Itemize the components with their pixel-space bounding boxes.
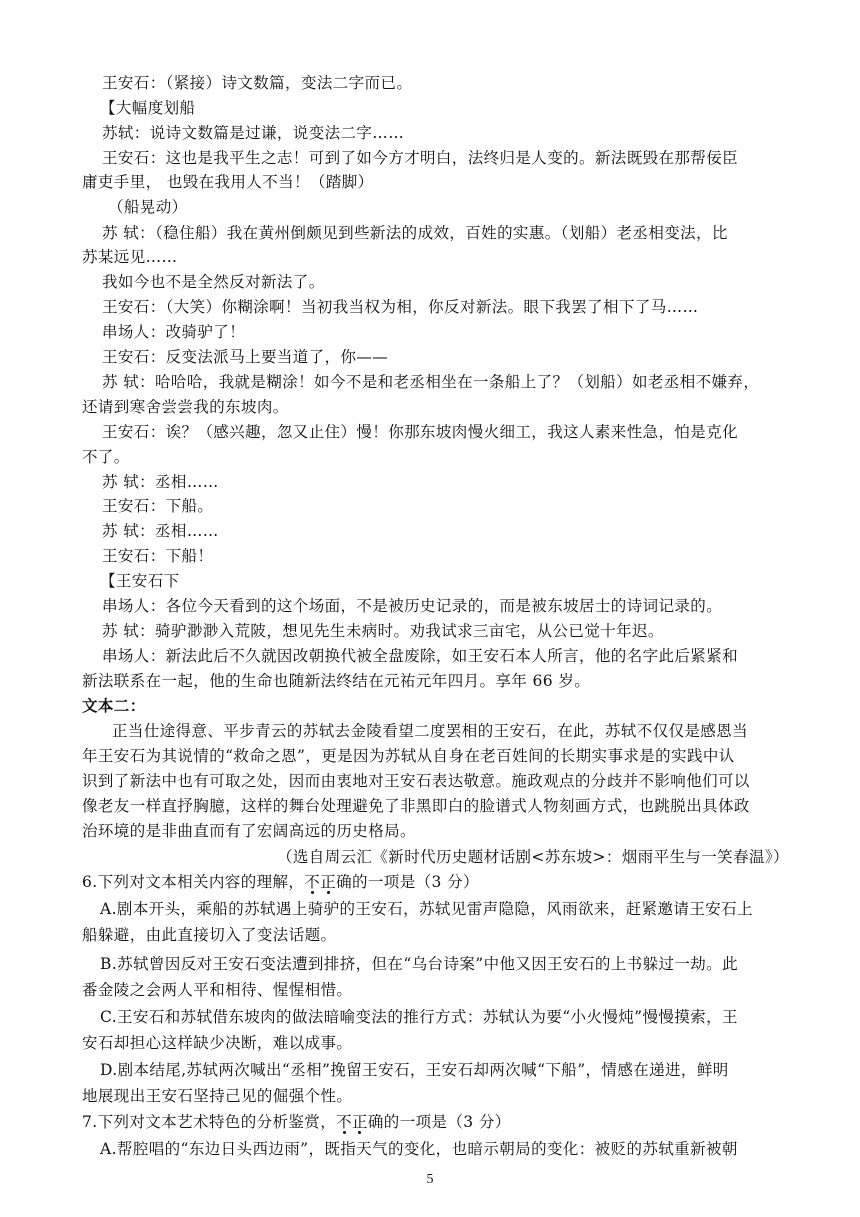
script-line: 我如今也不是全然反对新法了。 (102, 273, 325, 291)
script-line: 苏 轼：（稳住船）我在黄州倒颇见到些新法的成效，百姓的实惠。（划船）老丞相变法，比 (102, 224, 728, 242)
source-citation: （选自周云汇《新时代历史题材话剧<苏东坡>：烟雨平生与一笑春温》） (277, 848, 789, 866)
script-line: 串场人：各位今天看到的这个场面，不是被历史记录的，而是被东坡居士的诗词记录的。 (102, 597, 723, 615)
text-two-heading: 文本二： (82, 696, 146, 715)
option-c-cont: 安石却担心这样缺少决断，难以成事。 (82, 1034, 353, 1052)
stage-direction: 【王安石下 (100, 572, 180, 590)
option-a-q7: A.帮腔唱的“东边日头西边雨”，既指天气的变化，也暗示朝局的变化：被贬的苏轼重新被朝 (100, 1140, 738, 1158)
script-line: 王安石：（大笑）你糊涂啊！当初我当权为相，你反对新法。眼下我罢了相下了马…… (102, 298, 699, 316)
script-line: 新法联系在一起，他的生命也随新法终结在元祐元年四月。享年 66 岁。 (82, 672, 591, 690)
option-b: B.苏轼曾因反对王安石变法遭到排挤，但在“乌台诗案”中他又因王安石的上书躲过一劫。此 (100, 955, 738, 973)
question-7-points: 确的一项是（3 分） (367, 1113, 511, 1131)
option-a: A.剧本开头，乘船的苏轼遇上骑驴的王安石，苏轼见雷声隐隐，风雨欲来，赶紧邀请王安石上 (100, 900, 753, 918)
script-line: 庸吏手里， 也毁在我用人不当！（踏脚） (82, 173, 374, 191)
script-line: 不了。 (82, 448, 130, 466)
option-a-cont: 船躲避，由此直接切入了变法话题。 (82, 926, 337, 944)
question-6-points: 确的一项是（3 分） (336, 873, 479, 891)
question-7 (0, 1110, 860, 1134)
paragraph-line: 识到了新法中也有可取之处，因而由衷地对王安石表达敬意。施政观点的分歧并不影响他们可以 (82, 772, 750, 790)
script-line: 王安石：下船。 (102, 497, 214, 515)
script-line: 苏 轼：丞相…… (102, 473, 219, 491)
page-number: 5 (426, 1172, 434, 1187)
script-line: 苏 轼：丞相…… (102, 522, 219, 540)
script-line: 还请到寒舍尝尝我的东坡肉。 (82, 398, 289, 416)
paragraph-line: 治环境的是非曲直而有了宏阔高远的历史格局。 (82, 822, 416, 840)
paragraph-line: 正当仕途得意、平步青云的苏轼去金陵看望二度罢相的王安石，在此，苏轼不仅仅是感恩当 (112, 722, 749, 740)
script-line: 苏 轼：哈哈哈，我就是糊涂！如今不是和老丞相坐在一条船上了？（划船）如老丞相不嫌弃， (102, 373, 760, 391)
script-line: 王安石：反变法派马上要当道了，你—— (102, 348, 389, 366)
script-line: 王安石：下船！ (102, 547, 214, 565)
script-line: 苏某远见…… (82, 248, 178, 266)
emphasis-char: 不 (304, 873, 321, 891)
script-line: 王安石：这也是我平生之志！可到了如今方才明白，法终归是人变的。新法既毁在那帮佞臣 (102, 149, 739, 167)
script-line: 串场人：新法此后不久就因改朝换代被全盘废除，如王安石本人所言，他的名字此后紧紧和 (102, 647, 739, 665)
option-d: D.剧本结尾,苏轼两次喊出“丞相”挽留王安石，王安石却两次喊“下船”，情感在递进，鲜明 (100, 1061, 729, 1079)
stage-direction: （船晃动） (108, 198, 188, 216)
paragraph-line: 年王安石为其说情的“救命之恩”，更是因为苏轼从自身在老百姓间的长期实事求是的实践中认 (82, 747, 735, 765)
question-7-stem: 7.下列对文本艺术特色的分析鉴赏， (82, 1113, 337, 1131)
script-line: 苏 轼：骑驴渺渺入荒陂，想见先生未病时。劝我试求三亩宅，从公已觉十年迟。 (102, 622, 664, 640)
option-b-cont: 番金陵之会两人平和相待、惺惺相惜。 (82, 981, 353, 999)
stage-direction: 【大幅度划船 (100, 99, 196, 117)
question-6-stem: 6.下列对文本相关内容的理解， (82, 873, 305, 891)
script-line: 王安石：诶？（感兴趣，忽又止住）慢！你那东坡肉慢火细工，我这人素来性急，怕是克化 (102, 423, 739, 441)
option-c: C.王安石和苏轼借东坡肉的做法暗喻变法的推行方式：苏轼认为要“小火慢炖”慢慢摸索，王 (100, 1008, 738, 1026)
emphasis-char: 正 (352, 1113, 368, 1131)
emphasis-char: 正 (320, 873, 337, 891)
paragraph-line: 像老友一样直抒胸臆，这样的舞台处理避免了非黑即白的脸谱式人物刻画方式，也跳脱出具体政 (82, 797, 750, 815)
emphasis-char: 不 (336, 1113, 352, 1131)
question-6 (0, 870, 860, 894)
script-line: 串场人：改骑驴了！ (102, 323, 246, 341)
script-line: 苏轼：说诗文数篇是过谦，说变法二字…… (102, 124, 405, 142)
option-d-cont: 地展现出王安石坚持己见的倔强个性。 (82, 1087, 353, 1105)
script-line: 王安石：（紧接）诗文数篇，变法二字而已。 (102, 74, 413, 92)
